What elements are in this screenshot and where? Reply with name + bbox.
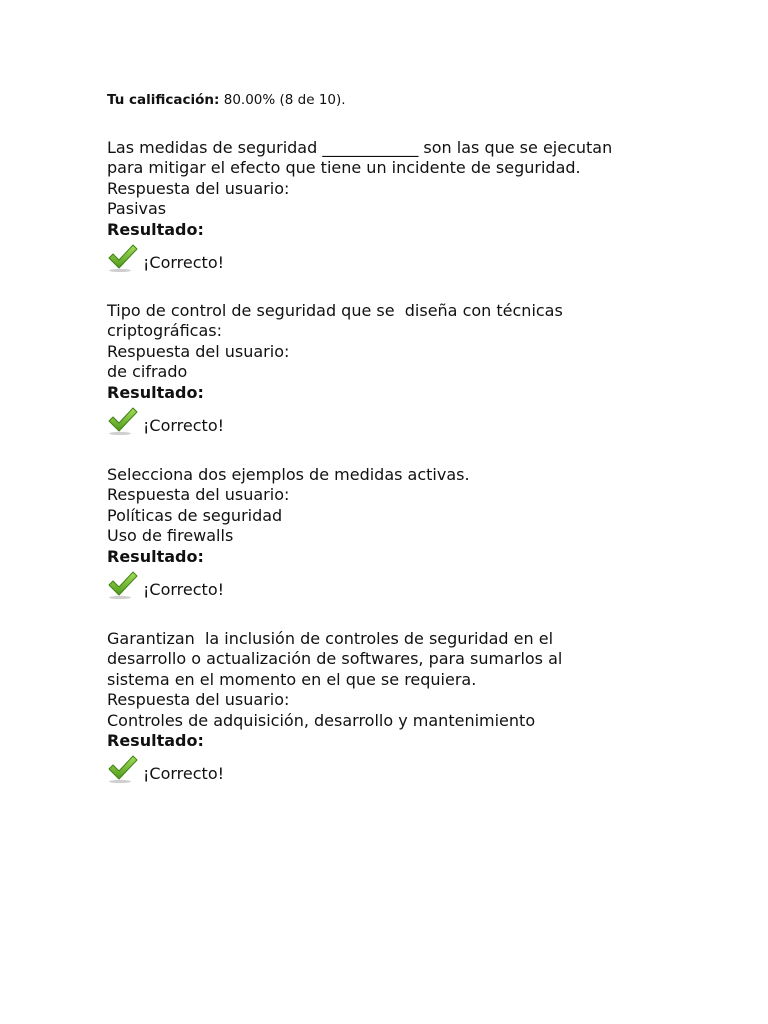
question-block	[107, 629, 707, 785]
user-answer: Uso de firewalls	[107, 526, 234, 546]
user-answer: Políticas de seguridad	[107, 505, 283, 525]
grade-summary	[107, 91, 346, 109]
result-row	[107, 242, 707, 274]
correct-text: ¡Correcto!	[143, 416, 225, 436]
result-label: Resultado:	[107, 731, 204, 751]
correct-text: ¡Correcto!	[143, 764, 225, 784]
question-block	[107, 138, 707, 274]
result-label: Resultado:	[107, 382, 204, 402]
check-icon	[107, 405, 139, 437]
grade-label: Tu calificación:	[107, 92, 220, 108]
result-row	[107, 753, 707, 785]
result-label: Resultado:	[107, 546, 204, 566]
user-answer-label: Respuesta del usuario:	[107, 485, 290, 505]
user-answer: de cifrado	[107, 362, 188, 382]
question-block	[107, 301, 707, 437]
question-block	[107, 465, 707, 601]
check-icon	[107, 569, 139, 601]
check-icon	[107, 753, 139, 785]
question-text: Las medidas de seguridad ____________ son las que se ejecutan para mitigar el efecto que tiene un incidente de seguridad.	[107, 138, 613, 178]
question-text: Garantizan la inclusión de controles de seguridad en el desarrollo o actualización de softwares, para sumarlos al sistema en el momento en el que se requiera.	[107, 629, 563, 689]
question-text: Selecciona dos ejemplos de medidas activas.	[107, 465, 470, 484]
user-answer-label: Respuesta del usuario:	[107, 178, 290, 198]
user-answer: Pasivas	[107, 199, 167, 219]
grade-value: 80.00% (8 de 10).	[223, 92, 346, 108]
question-text: Tipo de control de seguridad que se diseña con técnicas criptográficas:	[107, 301, 563, 341]
correct-text: ¡Correcto!	[143, 253, 225, 273]
result-row	[107, 405, 707, 437]
user-answer-label: Respuesta del usuario:	[107, 690, 290, 710]
result-row	[107, 569, 707, 601]
user-answer-label: Respuesta del usuario:	[107, 341, 290, 361]
correct-text: ¡Correcto!	[143, 580, 225, 600]
user-answer: Controles de adquisición, desarrollo y mantenimiento	[107, 710, 536, 730]
result-label: Resultado:	[107, 219, 204, 239]
check-icon	[107, 242, 139, 274]
